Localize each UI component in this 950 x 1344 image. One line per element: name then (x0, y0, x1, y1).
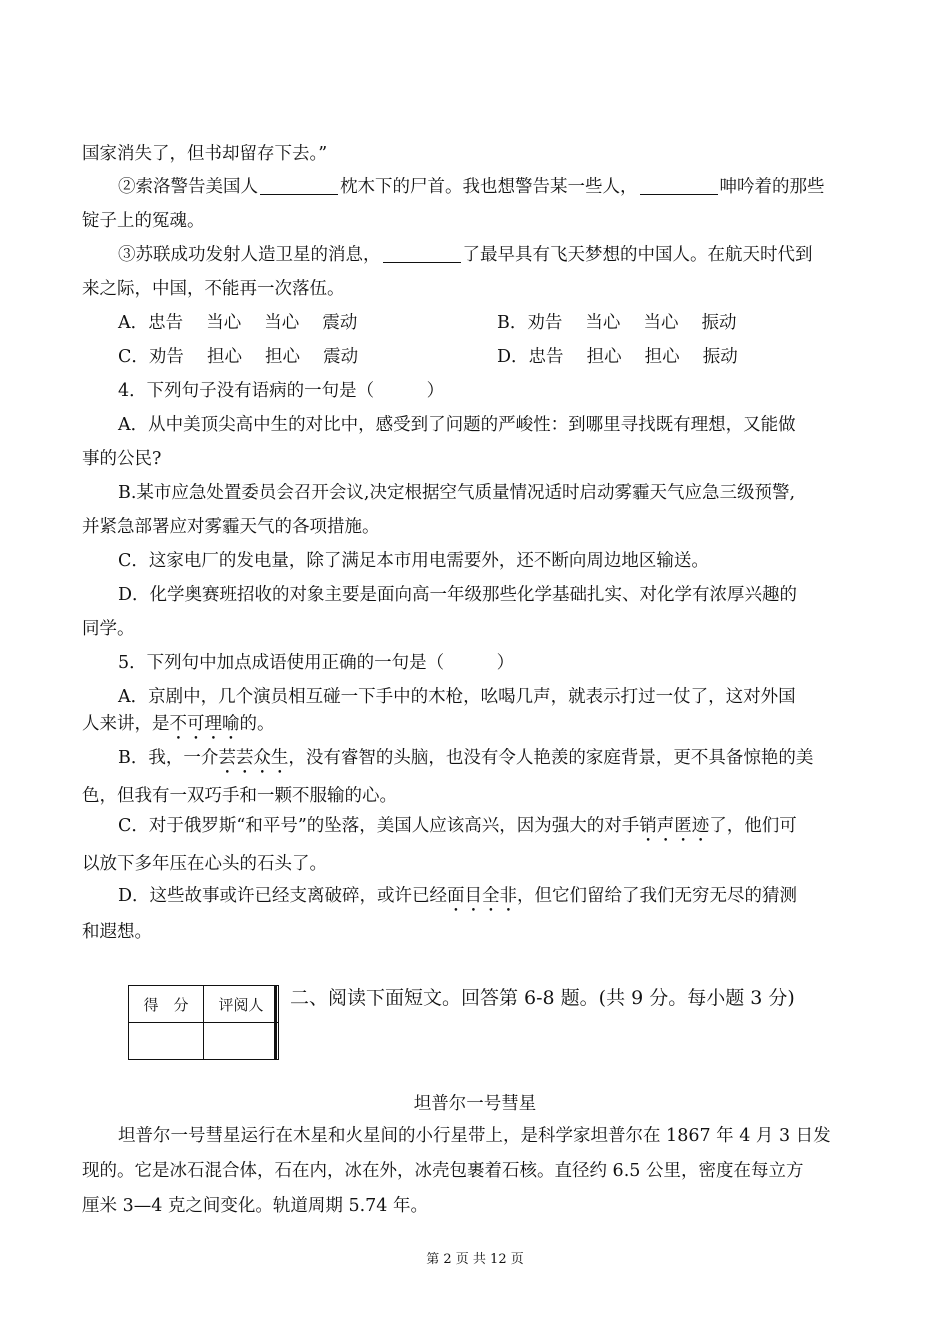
q4-stem: 4．下列句子没有语病的一句是（ ） (118, 381, 445, 401)
q4-option-a-cont: 事的公民? (82, 449, 162, 469)
q5-text: ，但它们留给了我们无穷无尽的猜测 (517, 886, 798, 906)
q5-option-a-cont (82, 712, 275, 744)
dotted-idiom: 芸芸众生 (218, 748, 289, 768)
q3-option-c: C．劝告 担心 担心 震动 (118, 347, 359, 367)
article-title: 坦普尔一号彗星 (413, 1094, 537, 1114)
q4-option-a: A．从中美顶尖高中生的对比中，感受到了问题的严峻性：到哪里寻找既有理想，又能做 (118, 415, 796, 435)
q3-option-d: D．忠告 担心 担心 振动 (497, 347, 738, 367)
answer-blank (640, 176, 718, 195)
q5-option-b (118, 746, 813, 778)
q5-text: 的。 (239, 714, 275, 734)
dotted-idiom: 不可理喻 (169, 714, 240, 734)
q3-s2-cont: 锭子上的冤魂。 (82, 211, 205, 231)
q3-sentence-2 (118, 175, 825, 199)
article-paragraph: 坦普尔一号彗星运行在木星和火星间的小行星带上，是科学家坦普尔在 1867 年 4 月 3 日发 (118, 1126, 831, 1146)
q3-s2-part: 呻吟着的那些 (719, 177, 825, 197)
score-table (128, 985, 279, 1060)
q5-stem: 5．下列句中加点成语使用正确的一句是（ ） (118, 653, 515, 673)
dotted-idiom: 销声匿迹 (639, 816, 710, 836)
page-footer: 第 2 页 共 12 页 (426, 1252, 524, 1267)
q4-option-d: D．化学奥赛班招收的对象主要是面向高一年级那些化学基础扎实、对化学有浓厚兴趣的 (118, 585, 798, 605)
dotted-idiom: 面目全非 (447, 886, 518, 906)
section-heading: 二、阅读下面短文。回答第 6-8 题。(共 9 分。每小题 3 分) (290, 987, 795, 1009)
q4-option-c: C．这家电厂的发电量，除了满足本市用电需要外，还不断向周边地区输送。 (118, 551, 709, 571)
q3-s2-part: ②索洛警告美国人 (118, 177, 258, 197)
q5-text: 了，他们可 (709, 816, 797, 836)
q5-text: ，没有睿智的头脑，也没有令人艳羡的家庭背景，更不具备惊艳的美 (288, 748, 814, 768)
q5-option-b-cont: 色，但我有一双巧手和一颗不服输的心。 (82, 786, 397, 806)
q5-option-d-cont: 和遐想。 (82, 922, 152, 942)
q3-s3-part: 了最早具有飞天梦想的中国人。在航天时代到 (462, 245, 813, 265)
q3-sentence-3 (118, 243, 813, 267)
q3-s3-cont: 来之际，中国，不能再一次落伍。 (82, 279, 345, 299)
q5-text: B．我，一介 (118, 748, 219, 768)
answer-blank (260, 176, 338, 195)
q3-option-b: B．劝告 当心 当心 振动 (497, 313, 737, 333)
q5-text: D．这些故事或许已经支离破碎，或许已经 (118, 886, 448, 906)
q5-option-c (118, 814, 797, 846)
answer-blank (383, 244, 461, 263)
article-paragraph-cont: 现的。它是冰石混合体，石在内，冰在外，冰壳包裹着石核。直径约 6.5 公里，密度在每立方 (82, 1161, 804, 1181)
score-header: 得 分 (129, 986, 204, 1023)
q5-text: C．对于俄罗斯“和平号”的坠落，美国人应该高兴，因为强大的对手 (118, 816, 640, 836)
q4-option-d-cont: 同学。 (82, 619, 135, 639)
q5-option-c-cont: 以放下多年压在心头的石头了。 (82, 854, 327, 874)
q4-option-b: B.某市应急处置委员会召开会议,决定根据空气质量情况适时启动雾霾天气应急三级预警, (118, 483, 796, 503)
q3-text-line: 国家消失了，但书却留存下去。” (82, 144, 328, 164)
q5-option-a: A．京剧中，几个演员相互碰一下手中的木枪，吆喝几声，就表示打过一仗了，这对外国 (118, 687, 796, 707)
q3-option-a: A．忠告 当心 当心 震动 (118, 313, 358, 333)
grader-cell (204, 1023, 279, 1060)
score-cell (129, 1023, 204, 1060)
article-paragraph-cont: 厘米 3—4 克之间变化。轨道周期 5.74 年。 (82, 1196, 428, 1216)
q4-option-b-cont: 并紧急部署应对雾霾天气的各项措施。 (82, 517, 380, 537)
q3-s2-part: 枕木下的尸首。我也想警告某一些人， (340, 177, 638, 197)
score-table-divider (274, 985, 277, 1059)
q5-text: 人来讲，是 (82, 714, 170, 734)
q3-s3-part: ③苏联成功发射人造卫星的消息， (118, 245, 381, 265)
grader-header: 评阅人 (204, 986, 279, 1023)
q5-option-d (118, 884, 797, 916)
